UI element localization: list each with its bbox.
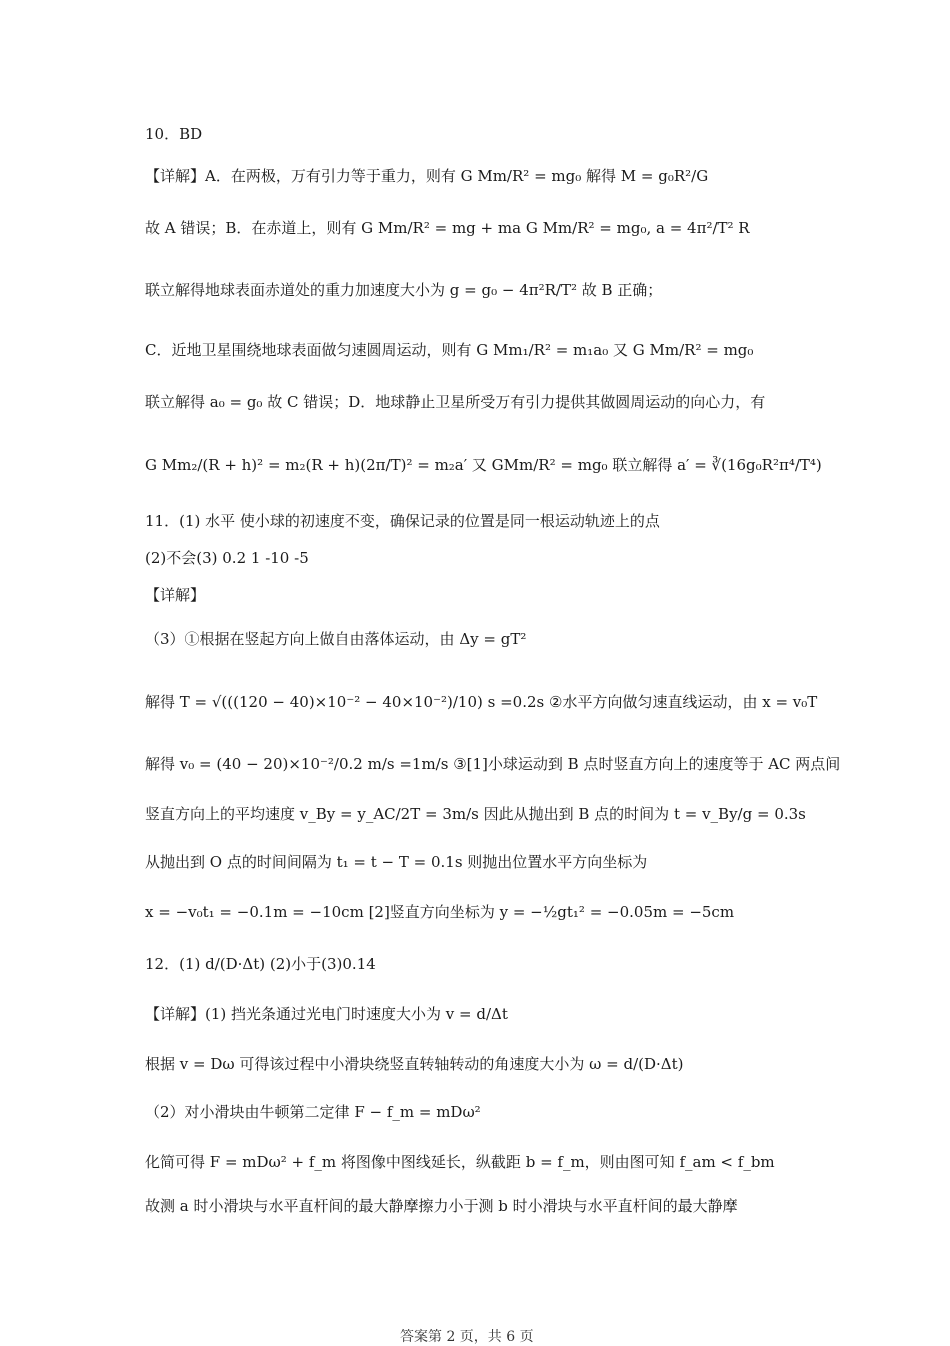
- q12-answer: 12．(1) d/(D·Δt) (2)小于(3)0.14: [145, 955, 376, 973]
- q11-detail-line-5: 从抛出到 O 点的时间间隔为 t₁ = t − T = 0.1s 则抛出位置水平方向坐标为: [145, 853, 648, 871]
- q10-detail-line-5: 联立解得 a₀ = g₀ 故 C 错误；D．地球静止卫星所受万有引力提供其做圆周运动的向心力，有: [145, 393, 766, 411]
- q11-answer-part-2: (2)不会(3) 0.2 1 -10 -5: [145, 549, 309, 567]
- q10-detail-line-3: 联立解得地球表面赤道处的重力加速度大小为 g = g₀ − 4π²R/T² 故 B 正确；: [145, 281, 663, 299]
- q11-detail-line-2: 解得 T = √(((120 − 40)×10⁻² − 40×10⁻²)/10) s =0.2s ②水平方向做匀速直线运动，由 x = v₀T: [145, 693, 818, 711]
- q11-answer-part-1: 11．(1) 水平 使小球的初速度不变，确保记录的位置是同一根运动轨迹上的点: [145, 512, 660, 530]
- q10-detail-line-4: C．近地卫星围绕地球表面做匀速圆周运动，则有 G Mm₁/R² = m₁a₀ 又 G Mm/R² = mg₀: [145, 341, 754, 359]
- q12-detail-line-2: 根据 v = Dω 可得该过程中小滑块绕竖直转轴转动的角速度大小为 ω = d/(D·Δt): [145, 1055, 684, 1073]
- page-footer: 答案第 2 页，共 6 页: [400, 1329, 534, 1345]
- q11-detail-heading: 【详解】: [145, 586, 206, 604]
- q10-detail-line-6: G Mm₂/(R + h)² = m₂(R + h)(2π/T)² = m₂a′ 又 GMm/R² = mg₀ 联立解得 a′ = ∛(16g₀R²π⁴/T⁴): [145, 456, 822, 474]
- q11-detail-line-4: 竖直方向上的平均速度 v_By = y_AC/2T = 3m/s 因此从抛出到 B 点的时间为 t = v_By/g = 0.3s: [145, 805, 806, 823]
- q11-detail-line-3: 解得 v₀ = (40 − 20)×10⁻²/0.2 m/s =1m/s ③[1]小球运动到 B 点时竖直方向上的速度等于 AC 两点间: [145, 755, 841, 773]
- q10-detail-line-2: 故 A 错误；B．在赤道上，则有 G Mm/R² = mg + ma G Mm/R² = mg₀, a = 4π²/T² R: [145, 219, 750, 237]
- q10-detail-line-1: 【详解】A．在两极，万有引力等于重力，则有 G Mm/R² = mg₀ 解得 M = g₀R²/G: [145, 167, 709, 185]
- q11-detail-line-6: x = −v₀t₁ = −0.1m = −10cm [2]竖直方向坐标为 y = −½gt₁² = −0.05m = −5cm: [145, 903, 735, 921]
- q12-detail-line-5: 故测 a 时小滑块与水平直杆间的最大静摩擦力小于测 b 时小滑块与水平直杆间的最大静摩: [145, 1197, 738, 1215]
- q12-detail-line-4: 化简可得 F = mDω² + f_m 将图像中图线延长，纵截距 b = f_m，则由图可知 f_am < f_bm: [145, 1153, 775, 1171]
- q10-answer: 10．BD: [145, 125, 203, 143]
- q11-detail-line-1: （3）①根据在竖起方向上做自由落体运动，由 Δy = gT²: [145, 630, 527, 648]
- q12-detail-line-3: （2）对小滑块由牛顿第二定律 F − f_m = mDω²: [145, 1103, 481, 1121]
- q12-detail-line-1: 【详解】(1) 挡光条通过光电门时速度大小为 v = d/Δt: [145, 1005, 508, 1023]
